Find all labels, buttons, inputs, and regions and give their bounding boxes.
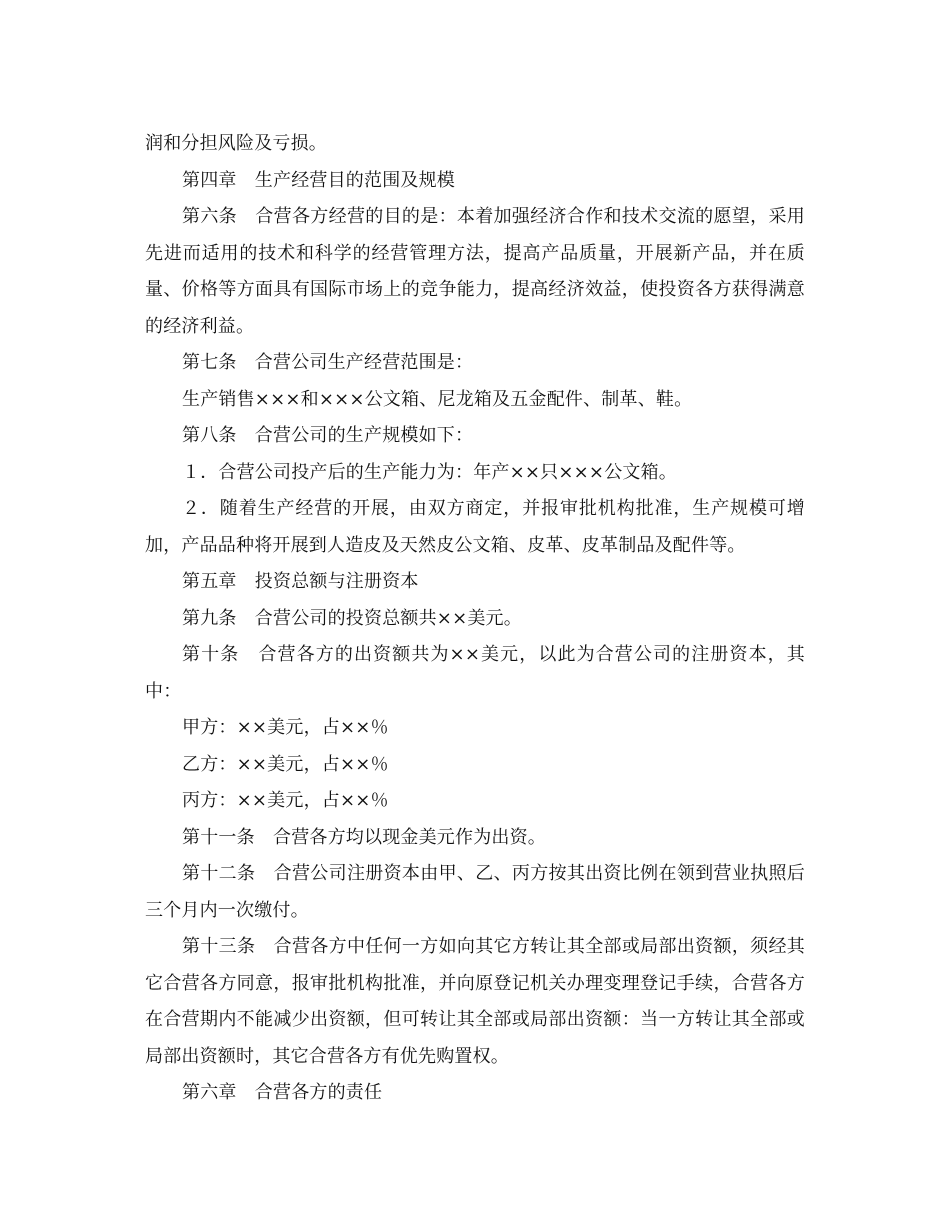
article-10: 第十条 合营各方的出资额共为××美元，以此为合营公司的注册资本，其中：	[145, 644, 805, 702]
article-7-scope: 生产销售×××和×××公文箱、尼龙箱及五金配件、制革、鞋。	[182, 388, 693, 410]
party-a-contribution: 甲方：××美元，占××％	[182, 717, 389, 738]
article-8-item-1: １．合营公司投产后的生产能力为：年产××只×××公文箱。	[182, 461, 678, 483]
article-7: 第七条 合营公司生产经营范围是：	[182, 352, 474, 373]
article-6: 第六条 合营各方经营的目的是：本着加强经济合作和技术交流的愿望，采用先进而适用的技术和科学的经营管理方法，提高产品质量，开展新产品，并在质量、价格等方面具有国际市场上的竞争能力，提高经济效益，使投资各方获得满意的经济利益。	[145, 206, 805, 337]
article-8: 第八条 合营公司的生产规模如下：	[182, 425, 474, 446]
party-c-contribution: 丙方：××美元，占××％	[182, 790, 389, 811]
party-b-contribution: 乙方：××美元，占××％	[182, 753, 389, 775]
article-11: 第十一条 合营各方均以现金美元作为出资。	[182, 826, 546, 848]
chapter-heading-6: 第六章 合营各方的责任	[182, 1082, 383, 1103]
chapter-heading-5: 第五章 投资总额与注册资本	[182, 571, 419, 592]
article-12: 第十二条 合营公司注册资本由甲、乙、丙方按其出资比例在领到营业执照后三个月内一次缴付。	[145, 863, 805, 921]
article-13: 第十三条 合营各方中任何一方如向其它方转让其全部或局部出资额，须经其它合营各方同意，报审批机构批准，并向原登记机关办理变理登记手续，合营各方在合营期内不能减少出资额，但可转让其全部或局部出资额：当一方转让其全部或局部出资额时，其它合营各方有优先购置权。	[145, 936, 805, 1067]
article-9: 第九条 合营公司的投资总额共××美元。	[182, 607, 522, 629]
document-body	[145, 126, 805, 1112]
chapter-heading-4: 第四章 生产经营目的范围及规模	[182, 169, 455, 191]
paragraph-continuation: 润和分担风险及亏损。	[145, 133, 327, 154]
article-8-item-2: ２．随着生产经营的开展，由双方商定，并报审批机构批准，生产规模可增加，产品品种将开展到人造皮及天然皮公文箱、皮革、皮革制品及配件等。	[145, 498, 805, 556]
